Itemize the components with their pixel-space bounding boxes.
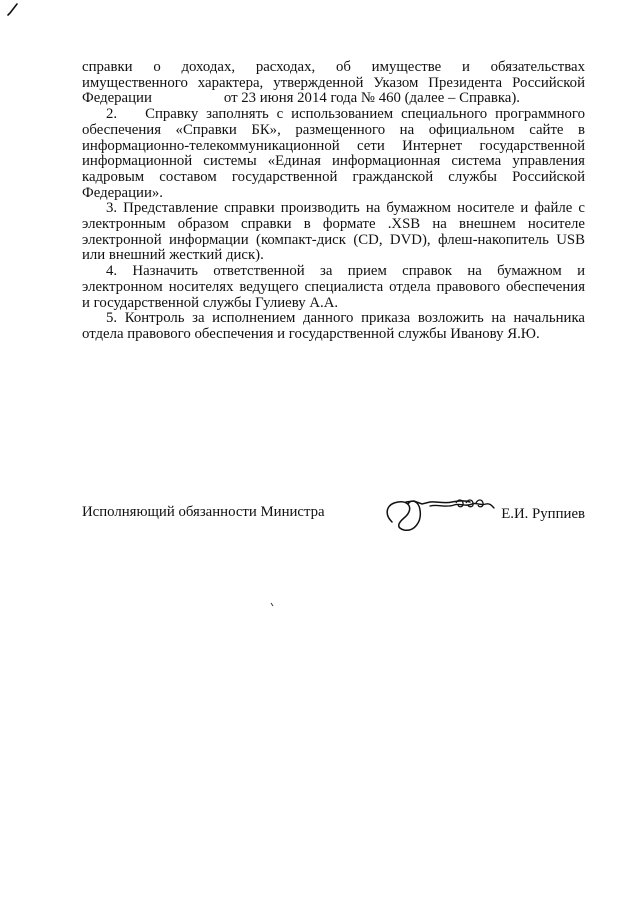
paragraph-2 <box>82 107 585 201</box>
text-line: электронной информации (компакт-диск (CD, DVD), флеш-накопитель USB <box>82 232 585 248</box>
paragraph-5 <box>82 311 585 342</box>
text-line: электронном носителях ведущего специалиста отдела правового обеспечения <box>82 279 585 295</box>
paragraph-number: 2. <box>106 107 118 123</box>
stray-ink-mark-icon <box>270 602 276 608</box>
text-line: информационной системы «Единая информационная система управления <box>82 154 585 170</box>
text-line: и государственной службы Гулиеву А.А. <box>82 295 339 311</box>
signatory-name: Е.И. Руппиев <box>501 506 585 522</box>
text-line: электронным образом справки в формате .XSB на внешнем носителе <box>82 217 585 233</box>
text-line: обеспечения «Справки БК», размещенного на официальном сайте в <box>82 122 585 138</box>
text-fragment: Федерации <box>82 91 152 107</box>
text-line: или внешний жесткий диск). <box>82 248 264 264</box>
text-line: отдела правового обеспечения и государственной службы Иванову Я.Ю. <box>82 326 540 342</box>
text-line: имущественного характера, утвержденной Указом Президента Российской <box>82 75 585 91</box>
text-line: кадровым составом государственной гражданской службы Российской <box>82 169 585 185</box>
paragraph-1 <box>82 60 585 107</box>
text-line: 5. Контроль за исполнением данного приказа возложить на начальника <box>106 311 585 327</box>
text-line-with-gap <box>82 91 585 107</box>
text-line: 3. Представление справки производить на бумажном носителе и файле с <box>106 201 585 217</box>
signature-block <box>82 500 585 540</box>
text-line: 4. Назначить ответственной за прием справок на бумажном и <box>106 264 585 280</box>
paragraph-4 <box>82 264 585 311</box>
signatory-position: Исполняющий обязанности Министра <box>82 504 325 520</box>
text-fragment: от 23 июня 2014 года № 460 (далее – Справка). <box>223 91 520 107</box>
text-line: информационно-телекоммуникационной сети Интернет государственной <box>82 138 585 154</box>
text-line: справки о доходах, расходах, об имуществе и обязательствах <box>82 60 585 75</box>
text-line: Федерации». <box>82 185 163 201</box>
text-line <box>82 107 585 123</box>
document-body <box>82 60 585 343</box>
pen-mark-icon <box>6 2 20 18</box>
text-fragment: Справку заполнять с использованием специального программного <box>145 107 585 123</box>
paragraph-3 <box>82 201 585 264</box>
